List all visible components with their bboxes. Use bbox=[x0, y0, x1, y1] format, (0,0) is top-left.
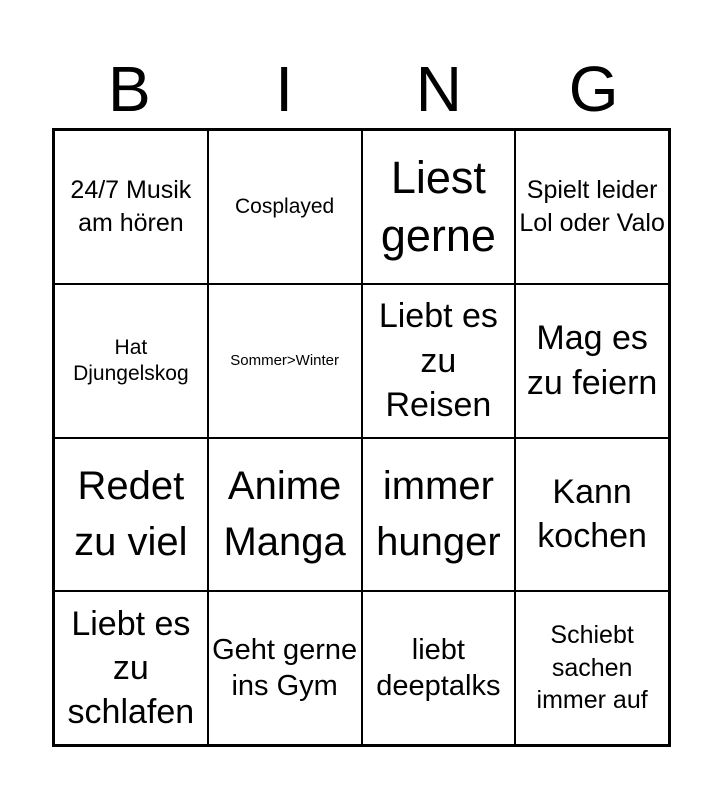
bingo-cell[interactable]: Sommer>Winter bbox=[208, 284, 362, 438]
bingo-header bbox=[52, 50, 671, 128]
header-letter-i: I bbox=[275, 53, 294, 125]
bingo-cell[interactable]: liebt deeptalks bbox=[362, 591, 516, 745]
bingo-cell[interactable]: immer hunger bbox=[362, 438, 516, 592]
bingo-cell[interactable]: Kann kochen bbox=[515, 438, 669, 592]
bingo-cell[interactable]: Liebt es zu schlafen bbox=[54, 591, 208, 745]
bingo-cell[interactable]: Schiebt sachen immer auf bbox=[515, 591, 669, 745]
header-letter-n: N bbox=[415, 53, 462, 125]
bingo-cell[interactable]: Spielt leider Lol oder Valo bbox=[515, 130, 669, 284]
bingo-cell[interactable]: 24/7 Musik am hören bbox=[54, 130, 208, 284]
header-letter-g: G bbox=[568, 53, 619, 125]
bingo-cell[interactable]: Liebt es zu Reisen bbox=[362, 284, 516, 438]
header-letter-b: B bbox=[108, 53, 151, 125]
bingo-cell[interactable]: Redet zu viel bbox=[54, 438, 208, 592]
bingo-cell[interactable]: Hat Djungelskog bbox=[54, 284, 208, 438]
bingo-grid bbox=[52, 128, 671, 747]
bingo-cell[interactable]: Cosplayed bbox=[208, 130, 362, 284]
bingo-cell[interactable]: Anime Manga bbox=[208, 438, 362, 592]
bingo-cell[interactable]: Geht gerne ins Gym bbox=[208, 591, 362, 745]
bingo-cell[interactable]: Liest gerne bbox=[362, 130, 516, 284]
bingo-cell[interactable]: Mag es zu feiern bbox=[515, 284, 669, 438]
